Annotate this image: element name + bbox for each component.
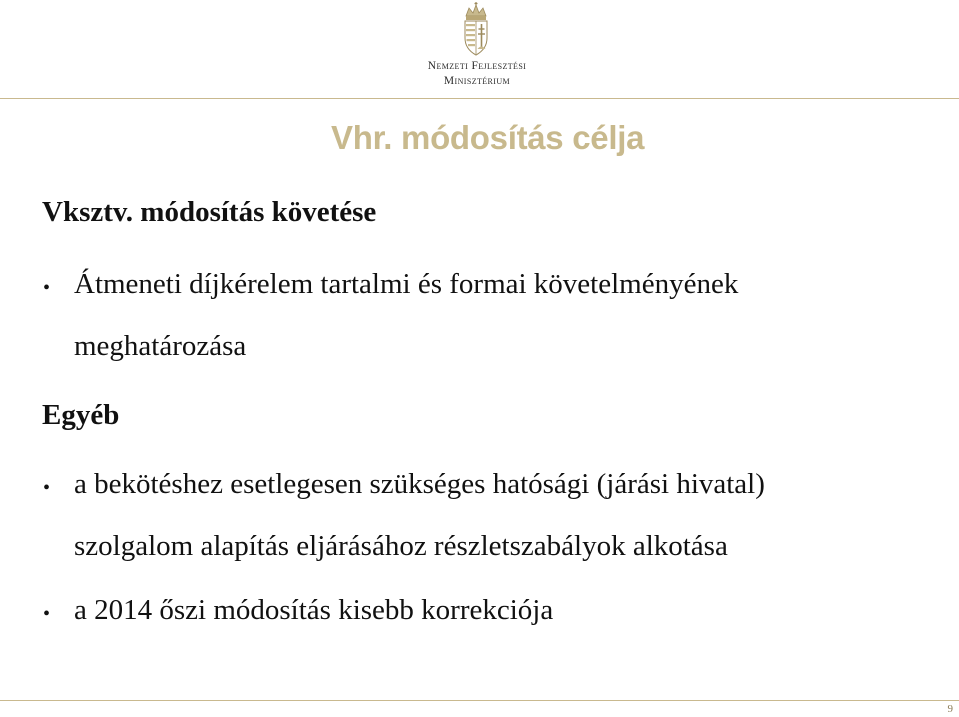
bullet-text-line: a 2014 őszi módosítás kisebb korrekciója — [74, 594, 554, 626]
bullet-text-line: szolgalom alapítás eljárásához részletszabályok alkotása — [74, 530, 728, 562]
page-number: 9 — [947, 703, 953, 715]
section-heading-egyeb: Egyéb — [42, 399, 120, 431]
bullet-marker: • — [43, 477, 51, 499]
slide-title: Vhr. módosítás célja — [331, 119, 645, 156]
bullet-text-line: a bekötéshez esetlegesen szükséges hatósági (járási hivatal) — [74, 468, 765, 500]
bullet-marker: • — [43, 603, 51, 625]
ministry-logo — [412, 2, 542, 94]
bullet-marker: • — [43, 277, 51, 299]
bullet-text-line: Átmeneti díjkérelem tartalmi és formai követelményének — [74, 268, 739, 300]
hungarian-coat-of-arms-icon — [460, 2, 492, 60]
logo-text-line-1: Nemzeti Fejlesztési — [427, 60, 527, 72]
logo-text-line-2: Minisztérium — [443, 75, 511, 87]
header-divider — [0, 98, 959, 99]
bullet-text-line: meghatározása — [74, 330, 247, 362]
footer-divider — [0, 700, 959, 701]
section-heading-vksztv: Vksztv. módosítás követése — [42, 196, 377, 228]
